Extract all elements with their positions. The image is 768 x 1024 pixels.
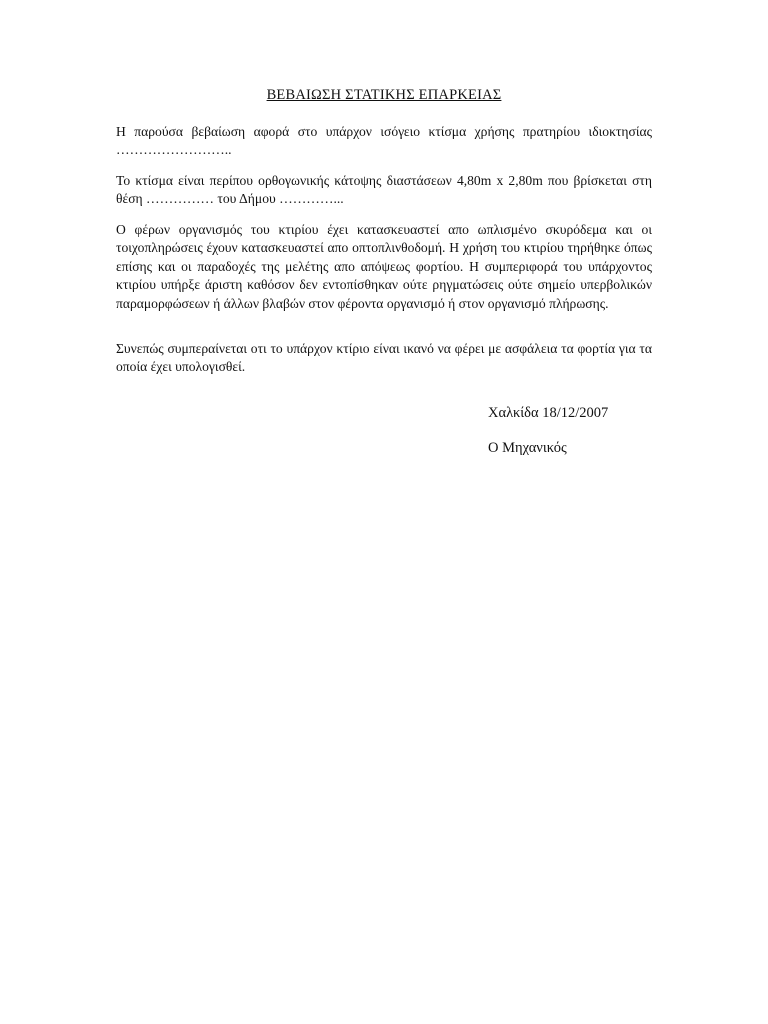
paragraph-conclusion: Συνεπώς συμπεραίνεται οτι το υπάρχον κτίριο είναι ικανό να φέρει με ασφάλεια τα φορτία για τα οποία έχει υπολογισθεί. [116,341,652,375]
place-date: Χαλκίδα 18/12/2007 [488,405,609,421]
paragraph-structure: Ο φέρων οργανισμός του κτιρίου έχει κατασκευαστεί απο ωπλισμένο σκυρόδεμα και οι τοιχοπληρώσεις έχουν κατασκευαστεί απο οπτοπλινθοδομή. Η χρήση του κτιρίου τηρήθηκε όπως επίσης και οι παραδοχές της μελέτης απο απόψεως φορτίου. Η συμπεριφορά του υπάρχοντος κτιρίου υπήρξε άριστη καθόσον δεν εντοπίσθηκαν ούτε ρηγματώσεις ούτε σημείο υπερβολικών παραμορφώσεων ή άλλων βλαβών στον φέροντα οργανισμό ή στον οργανισμό πλήρωσης. [116,222,652,311]
signatory: Ο Μηχανικός [488,440,567,456]
paragraph-property: Η παρούσα βεβαίωση αφορά στο υπάρχον ισόγειο κτίσμα χρήσης πρατηρίου ιδιοκτησίας …………………….. [116,124,652,158]
document-title: ΒΕΒΑΙΩΣΗ ΣΤΑΤΙΚΗΣ ΕΠΑΡΚΕΙΑΣ [266,87,502,103]
paragraph-dimensions: Το κτίσμα είναι περίπου ορθογωνικής κάτοψης διαστάσεων 4,80m x 2,80m που βρίσκεται στη θέση …………… του Δήμου …………... [116,173,652,207]
